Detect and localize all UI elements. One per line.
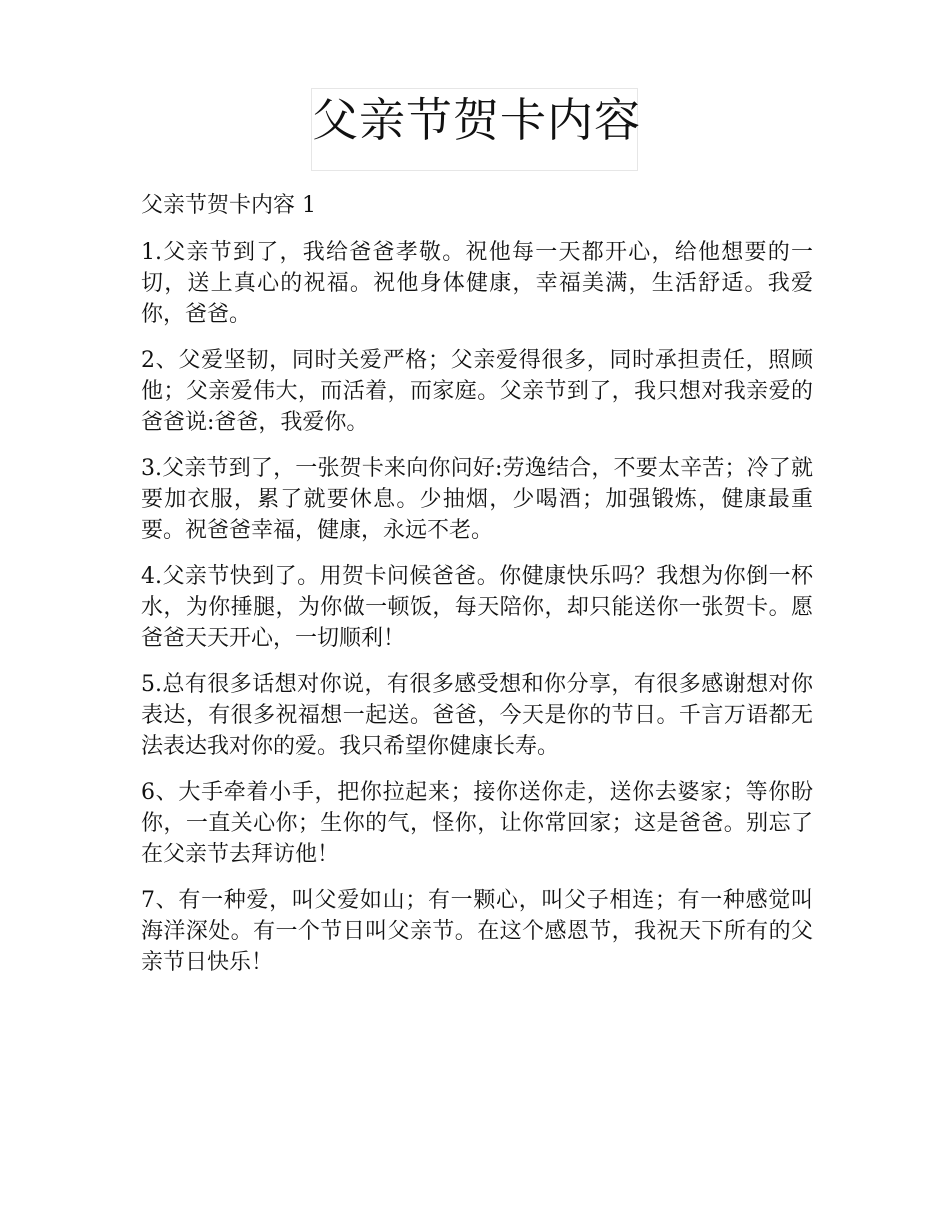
paragraph-4: 4.父亲节快到了。用贺卡问候爸爸。你健康快乐吗？我想为你倒一杯水，为你捶腿，为你做一顿饭，每天陪你，却只能送你一张贺卡。愿爸爸天天开心，一切顺利！ <box>141 564 813 651</box>
paragraph-2: 2、父爱坚韧，同时关爱严格；父亲爱得很多，同时承担责任，照顾他；父亲爱伟大，而活着，而家庭。父亲节到了，我只想对我亲爱的爸爸说:爸爸，我爱你。 <box>141 348 813 435</box>
paragraph-3: 3.父亲节到了，一张贺卡来向你问好:劳逸结合，不要太辛苦；冷了就要加衣服，累了就要休息。少抽烟，少喝酒；加强锻炼，健康最重要。祝爸爸幸福，健康，永远不老。 <box>141 456 813 543</box>
paragraph-7: 7、有一种爱，叫父爱如山；有一颗心，叫父子相连；有一种感觉叫海洋深处。有一个节日叫父亲节。在这个感恩节，我祝天下所有的父亲节日快乐！ <box>141 888 813 975</box>
page-title: 父亲节贺卡内容 <box>312 93 641 147</box>
paragraph-1: 1.父亲节到了，我给爸爸孝敬。祝他每一天都开心，给他想要的一切，送上真心的祝福。祝他身体健康，幸福美满，生活舒适。我爱你，爸爸。 <box>141 240 813 327</box>
paragraph-5: 5.总有很多话想对你说，有很多感受想和你分享，有很多感谢想对你表达，有很多祝福想一起送。爸爸，今天是你的节日。千言万语都无法表达我对你的爱。我只希望你健康长寿。 <box>141 672 813 759</box>
paragraph-6: 6、大手牵着小手，把你拉起来；接你送你走，送你去婆家；等你盼你，一直关心你；生你的气，怪你，让你常回家；这是爸爸。别忘了在父亲节去拜访他！ <box>141 780 813 867</box>
section-subtitle: 父亲节贺卡内容 1 <box>141 193 316 218</box>
title-box <box>311 88 641 171</box>
document-body <box>141 190 813 993</box>
